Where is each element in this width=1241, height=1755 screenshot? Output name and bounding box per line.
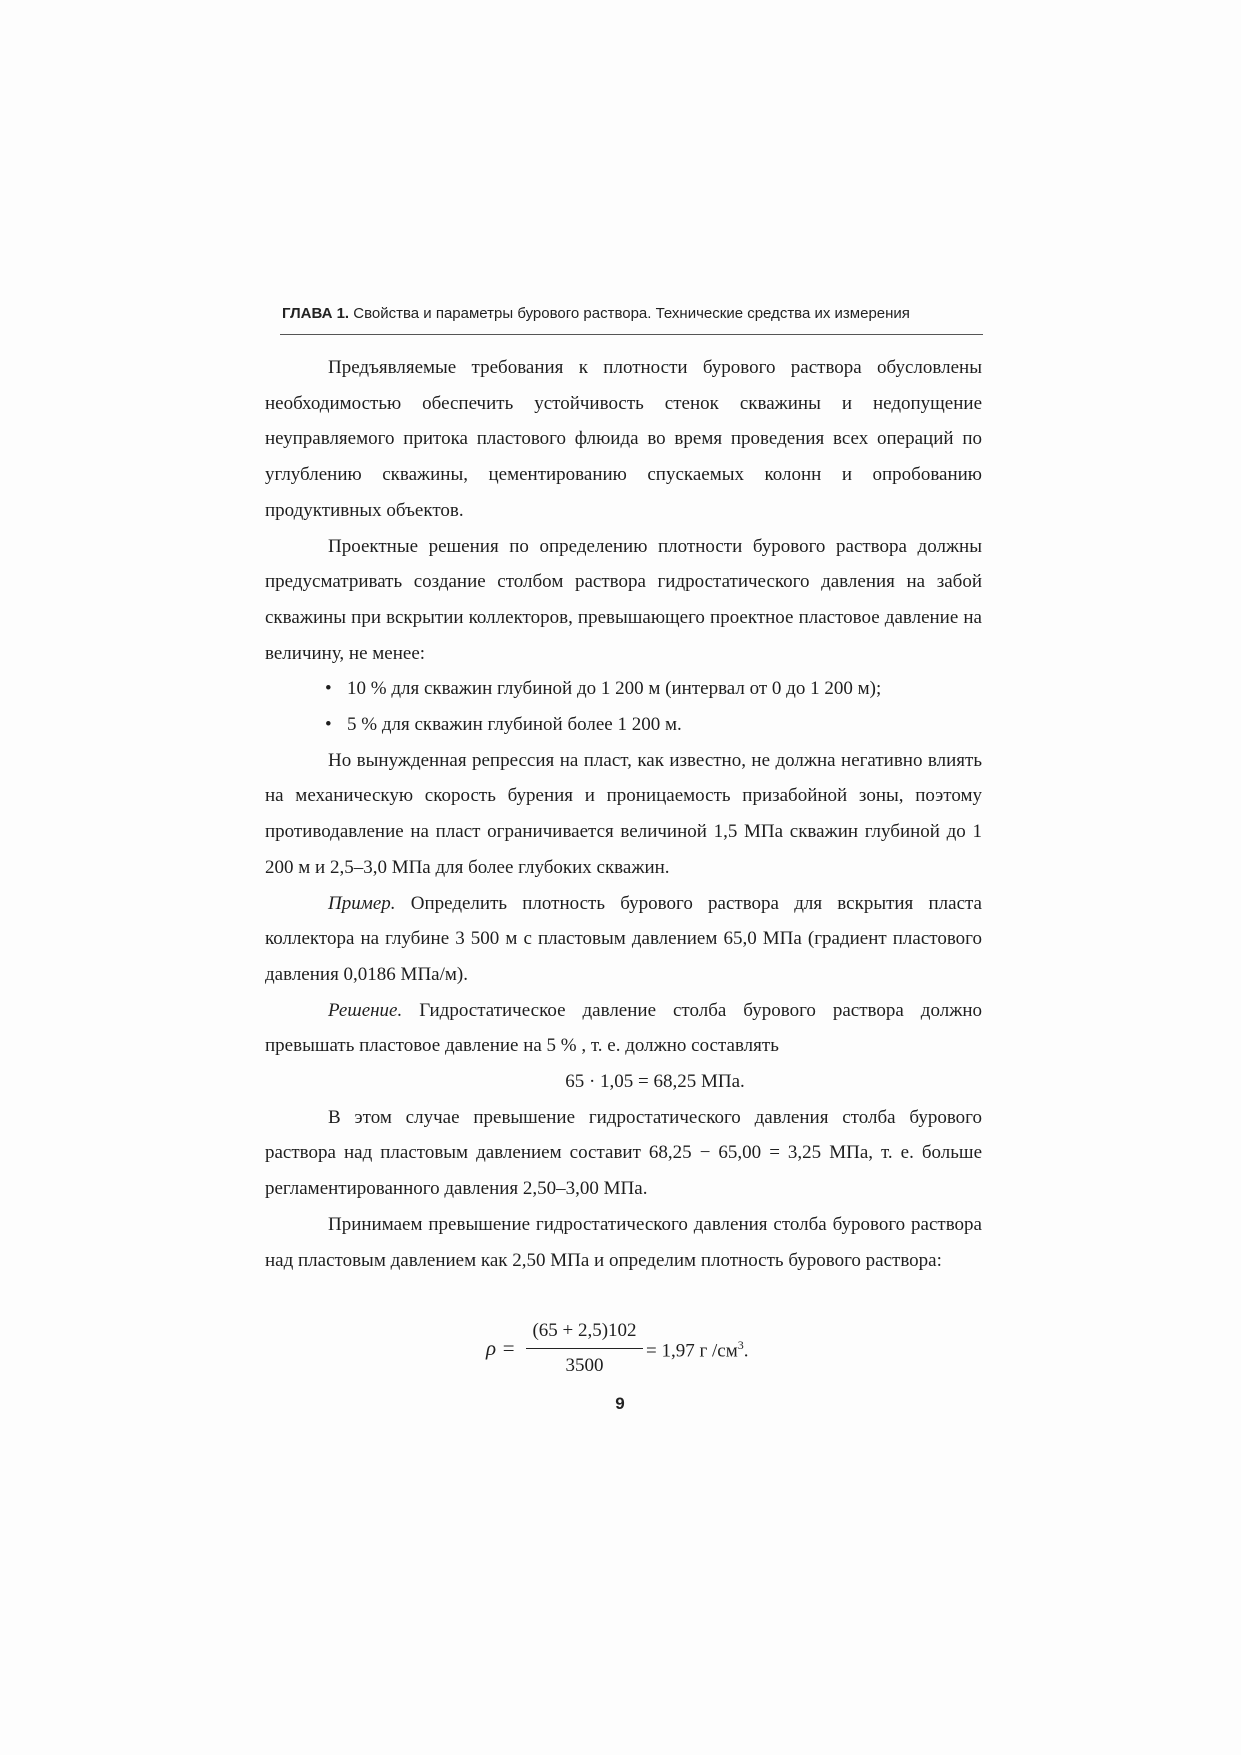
bullet-icon: •: [325, 714, 332, 736]
paragraph-solution: [265, 993, 982, 1064]
running-header: [282, 305, 982, 322]
solution-label: Решение.: [328, 999, 403, 1021]
solution-text: Гидростатическое давление столба бурового раствора должно превышать пластовое давление на 5 % , т. е. должно составлять: [265, 999, 982, 1057]
list-item-text: 10 % для скважин глубиной до 1 200 м (интервал от 0 до 1 200 м);: [347, 678, 882, 700]
formula-numerator: (65 + 2,5)102: [532, 1320, 637, 1341]
chapter-label: ГЛАВА 1.: [282, 305, 350, 322]
equation-pressure: 65 · 1,05 = 68,25 МПа.: [565, 1071, 745, 1093]
formula-fraction: [526, 1316, 643, 1380]
example-label: Пример.: [328, 892, 396, 914]
paragraph-excess: В этом случае превышение гидростатического давления столба бурового раствора над пластовым давлением составит 68,25 − 65,00 = 3,25 МПа, т. е. больше регламентированного давления 2,50–3,00 МПа.: [265, 1106, 982, 1200]
chapter-title: Свойства и параметры бурового раствора. Технические средства их измерения: [353, 305, 910, 322]
paragraph-requirements: Предъявляемые требования к плотности бурового раствора обусловлены необходимостью обеспечить устойчивость стенок скважины и недопущение неуправляемого притока пластового флюида во время проведения всех операций по углублению скважины, цементированию спускаемых колонн и опробованию продуктивных объектов.: [265, 357, 982, 521]
formula-exponent: 3: [737, 1338, 744, 1352]
bullet-icon: •: [325, 678, 332, 700]
list-item: [265, 671, 982, 707]
list-item: [265, 707, 982, 743]
fraction-bar: [526, 1348, 643, 1349]
list-item-text: 5 % для скважин глубиной более 1 200 м.: [347, 714, 682, 736]
paragraph-repression: Но вынужденная репрессия на пласт, как известно, не должна негативно влиять на механическую скорость бурения и проницаемость призабойной зоны, поэтому противодавление на пласт ограничивается величиной 1,5 МПа скважин глубиной до 1 200 м и 2,5–3,0 МПа для более глубоких скважин.: [265, 749, 982, 878]
formula-denominator: 3500: [565, 1355, 604, 1376]
paragraph-design-decisions: Проектные решения по определению плотности бурового раствора должны предусматривать создание столбом раствора гидростатического давления на забой скважины при вскрытии коллекторов, превышающего проектное пластовое давление на величину, не менее:: [265, 535, 982, 664]
header-rule: [280, 334, 983, 335]
paragraph-example: [265, 886, 982, 993]
formula-end: .: [743, 1340, 749, 1362]
formula-rhs: [646, 1338, 749, 1362]
density-formula: [486, 1316, 786, 1386]
bullet-list: [265, 671, 982, 742]
formula-result: = 1,97 г /см: [646, 1340, 738, 1362]
page-number: 9: [615, 1394, 625, 1413]
paragraph-accept: Принимаем превышение гидростатического давления столба бурового раствора над пластовым давлением как 2,50 МПа и определим плотность бурового раствора:: [265, 1213, 982, 1271]
formula-lhs: ρ =: [486, 1336, 516, 1360]
body-text: [265, 350, 982, 1278]
example-text: Определить плотность бурового раствора для вскрытия пласта коллектора на глубине 3 500 м с пластовым давлением 65,0 МПа (градиент пластового давления 0,0186 МПа/м).: [265, 892, 982, 985]
